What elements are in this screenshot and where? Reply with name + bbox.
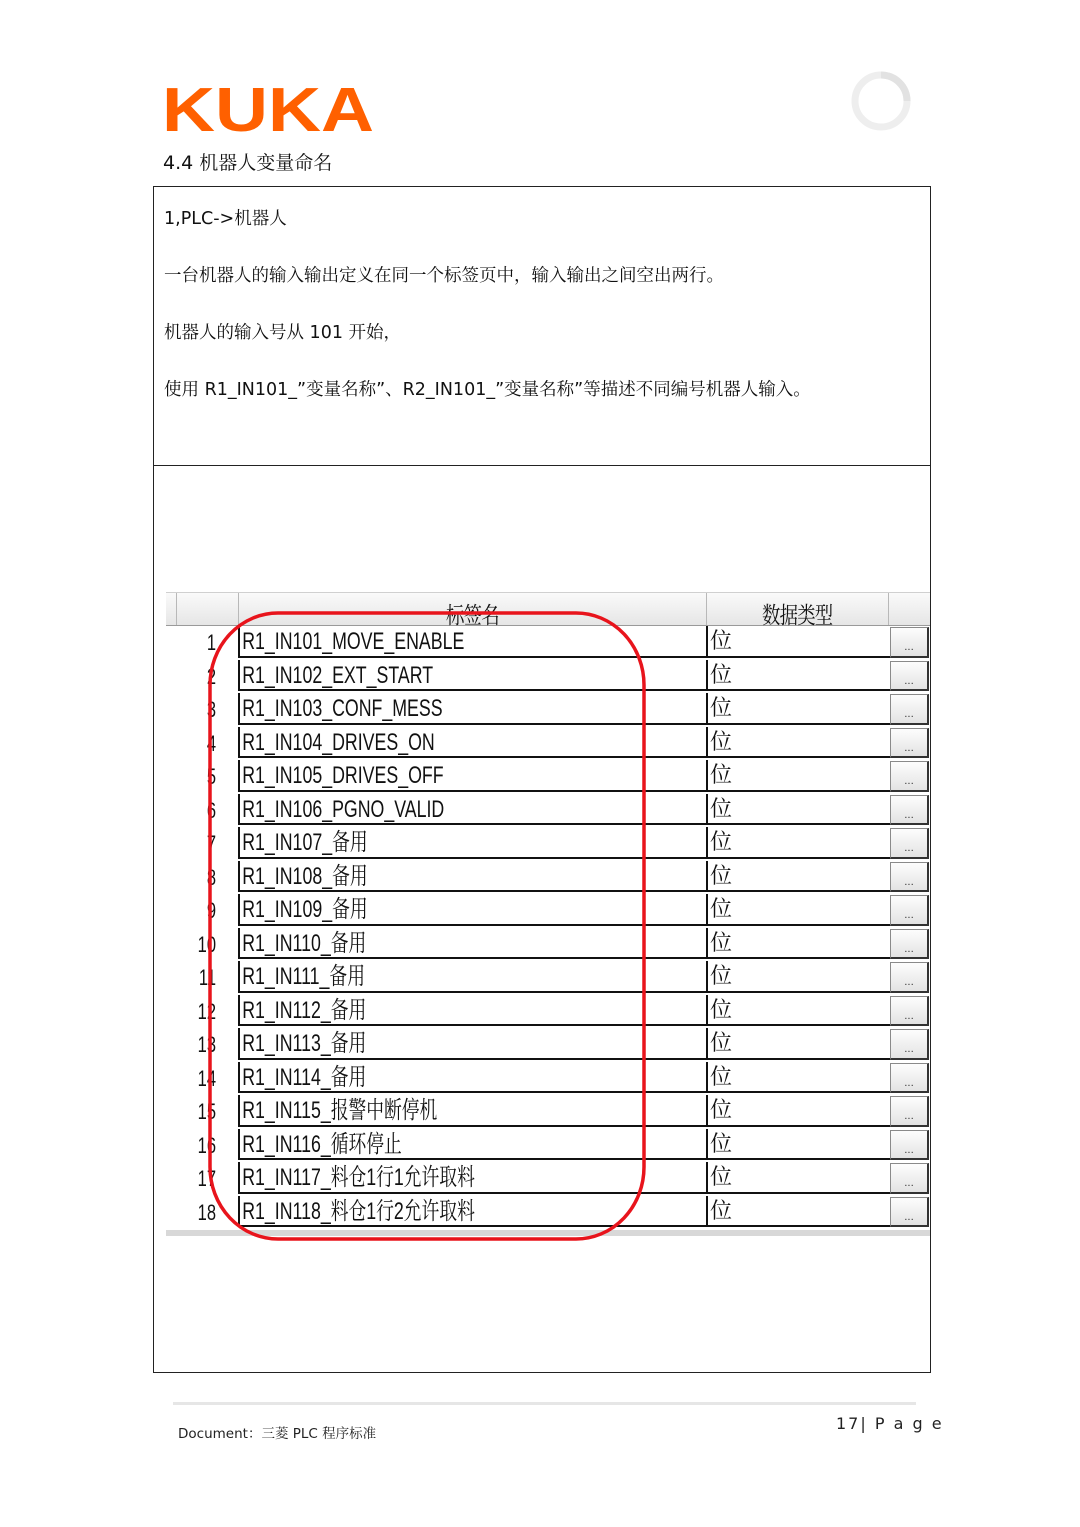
tag-name-cell[interactable] bbox=[238, 1129, 706, 1161]
row-detail-button[interactable]: ... bbox=[890, 996, 929, 1027]
row-detail-button[interactable]: ... bbox=[890, 1130, 929, 1161]
row-detail-button[interactable]: ... bbox=[890, 694, 929, 725]
section-title: 4.4 机器人变量命名 bbox=[163, 152, 333, 174]
data-type-cell[interactable]: 位 bbox=[706, 760, 890, 792]
data-type-cell[interactable]: 位 bbox=[706, 660, 890, 692]
tag-name-text: R1_IN111_备用 bbox=[242, 963, 365, 990]
tag-name-text: R1_IN115_报警中断停机 bbox=[242, 1097, 438, 1124]
table-row[interactable] bbox=[166, 760, 930, 794]
data-type-cell[interactable]: 位 bbox=[706, 1196, 890, 1228]
tag-name-cell[interactable] bbox=[238, 995, 706, 1027]
data-type-cell[interactable]: 位 bbox=[706, 1028, 890, 1060]
header-data-type: 数据类型 bbox=[762, 602, 833, 628]
table-row[interactable] bbox=[166, 626, 930, 660]
table-row[interactable] bbox=[166, 827, 930, 861]
tag-name-text: R1_IN110_备用 bbox=[242, 929, 367, 957]
data-type-cell[interactable]: 位 bbox=[706, 794, 890, 826]
row-number: 17 bbox=[197, 1166, 216, 1191]
data-type-cell[interactable]: 位 bbox=[706, 727, 890, 759]
data-type-cell[interactable]: 位 bbox=[706, 961, 890, 993]
tag-name-text: R1_IN118_料仓1行2允许取料 bbox=[242, 1197, 475, 1225]
row-number: 7 bbox=[206, 831, 216, 856]
tag-name-cell[interactable] bbox=[238, 727, 706, 759]
tag-name-cell[interactable] bbox=[238, 660, 706, 692]
data-type-cell[interactable]: 位 bbox=[706, 1062, 890, 1094]
table-row[interactable] bbox=[166, 727, 930, 761]
row-number: 11 bbox=[198, 965, 216, 990]
table-row[interactable] bbox=[166, 660, 930, 694]
table-row[interactable] bbox=[166, 928, 930, 962]
row-number: 6 bbox=[206, 797, 216, 823]
row-number: 1 bbox=[206, 630, 216, 655]
frame-divider bbox=[154, 465, 930, 466]
tag-name-text: R1_IN114_备用 bbox=[242, 1063, 367, 1091]
table-row[interactable] bbox=[166, 961, 930, 995]
tag-name-text: R1_IN106_PGNO_VALID bbox=[242, 795, 445, 823]
tag-name-text: R1_IN107_备用 bbox=[242, 829, 368, 856]
data-type-cell[interactable]: 位 bbox=[706, 928, 890, 960]
row-number: 13 bbox=[197, 1032, 216, 1057]
tag-name-cell[interactable] bbox=[238, 1162, 706, 1194]
paragraph-input-start: 机器人的输入号从 101 开始， bbox=[164, 323, 402, 343]
row-detail-button[interactable]: ... bbox=[890, 862, 929, 893]
row-detail-button[interactable]: ... bbox=[890, 895, 929, 926]
row-number: 8 bbox=[206, 864, 216, 890]
data-type-cell[interactable]: 位 bbox=[706, 827, 890, 859]
table-row[interactable] bbox=[166, 693, 930, 727]
tag-name-cell[interactable] bbox=[238, 1095, 706, 1127]
row-number: 15 bbox=[197, 1099, 216, 1124]
data-type-cell[interactable]: 位 bbox=[706, 1095, 890, 1127]
data-type-cell[interactable]: 位 bbox=[706, 1162, 890, 1194]
table-row[interactable] bbox=[166, 1062, 930, 1096]
tag-name-text: R1_IN116_循环停止 bbox=[242, 1130, 402, 1158]
tag-name-cell[interactable] bbox=[238, 861, 706, 893]
row-detail-button[interactable]: ... bbox=[890, 627, 929, 658]
tag-name-cell[interactable] bbox=[238, 794, 706, 826]
tag-name-text: R1_IN101_MOVE_ENABLE bbox=[242, 628, 465, 655]
tag-name-text: R1_IN102_EXT_START bbox=[242, 661, 434, 689]
row-number: 12 bbox=[197, 998, 216, 1024]
page-number: 17| P a g e bbox=[836, 1414, 944, 1433]
row-detail-button[interactable]: ... bbox=[890, 1096, 929, 1127]
row-number: 2 bbox=[206, 663, 216, 689]
tag-name-text: R1_IN103_CONF_MESS bbox=[242, 695, 443, 722]
kuka-logo bbox=[162, 84, 376, 134]
tag-name-cell[interactable] bbox=[238, 626, 706, 658]
table-row[interactable] bbox=[166, 894, 930, 928]
table-row[interactable] bbox=[166, 1129, 930, 1163]
table-scrollbar[interactable] bbox=[166, 1230, 930, 1236]
header-tag-name: 标签名 bbox=[446, 602, 499, 628]
row-number: 14 bbox=[197, 1065, 216, 1091]
tag-name-text: R1_IN117_料仓1行1允许取料 bbox=[242, 1164, 475, 1191]
row-detail-button[interactable]: ... bbox=[890, 661, 929, 692]
tag-name-text: R1_IN104_DRIVES_ON bbox=[242, 728, 435, 756]
paragraph-heading: 1,PLC->机器人 bbox=[164, 209, 287, 229]
loading-ring-icon bbox=[848, 68, 914, 134]
table-row[interactable] bbox=[166, 1162, 930, 1196]
paragraph-layout: 一台机器人的输入输出定义在同一个标签页中，输入输出之间空出两行。 bbox=[164, 266, 724, 286]
table-row[interactable] bbox=[166, 995, 930, 1029]
row-detail-button[interactable]: ... bbox=[890, 1029, 929, 1060]
tag-table-header bbox=[166, 592, 930, 626]
row-detail-button[interactable]: ... bbox=[890, 929, 929, 960]
row-number: 16 bbox=[197, 1132, 216, 1158]
tag-name-text: R1_IN112_备用 bbox=[242, 996, 367, 1024]
row-number: 10 bbox=[197, 931, 216, 957]
tag-name-text: R1_IN105_DRIVES_OFF bbox=[242, 762, 444, 789]
row-number: 5 bbox=[206, 764, 216, 789]
data-type-cell[interactable]: 位 bbox=[706, 626, 890, 658]
data-type-cell[interactable]: 位 bbox=[706, 861, 890, 893]
tag-name-cell[interactable] bbox=[238, 928, 706, 960]
data-type-cell[interactable]: 位 bbox=[706, 995, 890, 1027]
data-type-cell[interactable]: 位 bbox=[706, 1129, 890, 1161]
table-row[interactable] bbox=[166, 1196, 930, 1230]
row-detail-button[interactable]: ... bbox=[890, 1163, 929, 1194]
row-detail-button[interactable]: ... bbox=[890, 1063, 929, 1094]
tag-name-text: R1_IN108_备用 bbox=[242, 862, 368, 890]
tag-name-text: R1_IN113_备用 bbox=[242, 1030, 367, 1057]
table-row[interactable] bbox=[166, 861, 930, 895]
tag-table bbox=[166, 592, 930, 1240]
row-number: 9 bbox=[206, 898, 216, 923]
row-number: 4 bbox=[206, 730, 216, 756]
tag-name-text: R1_IN109_备用 bbox=[242, 896, 368, 923]
tag-name-cell[interactable] bbox=[238, 1062, 706, 1094]
row-number: 18 bbox=[197, 1199, 216, 1225]
tag-name-cell[interactable] bbox=[238, 1196, 706, 1228]
tag-name-cell[interactable] bbox=[238, 961, 706, 993]
footer-rule bbox=[173, 1402, 916, 1405]
tag-name-cell[interactable] bbox=[238, 1028, 706, 1060]
tag-name-cell[interactable] bbox=[238, 693, 706, 725]
row-detail-button[interactable]: ... bbox=[890, 728, 929, 759]
tag-name-cell[interactable] bbox=[238, 827, 706, 859]
row-detail-button[interactable]: ... bbox=[890, 761, 929, 792]
row-detail-button[interactable]: ... bbox=[890, 828, 929, 859]
tag-name-cell[interactable] bbox=[238, 894, 706, 926]
data-type-cell[interactable]: 位 bbox=[706, 693, 890, 725]
tag-name-cell[interactable] bbox=[238, 760, 706, 792]
row-detail-button[interactable]: ... bbox=[890, 1197, 929, 1228]
table-row[interactable] bbox=[166, 794, 930, 828]
table-row[interactable] bbox=[166, 1028, 930, 1062]
svg-text:KUKA: KUKA bbox=[162, 84, 374, 134]
row-detail-button[interactable]: ... bbox=[890, 795, 929, 826]
row-detail-button[interactable]: ... bbox=[890, 962, 929, 993]
footer-document: Document：三菱 PLC 程序标准 bbox=[178, 1426, 377, 1442]
data-type-cell[interactable]: 位 bbox=[706, 894, 890, 926]
table-row[interactable] bbox=[166, 1095, 930, 1129]
row-number: 3 bbox=[206, 697, 216, 722]
paragraph-naming: 使用 R1_IN101_”变量名称”、R2_IN101_”变量名称”等描述不同编号机器人输入。 bbox=[164, 380, 811, 400]
